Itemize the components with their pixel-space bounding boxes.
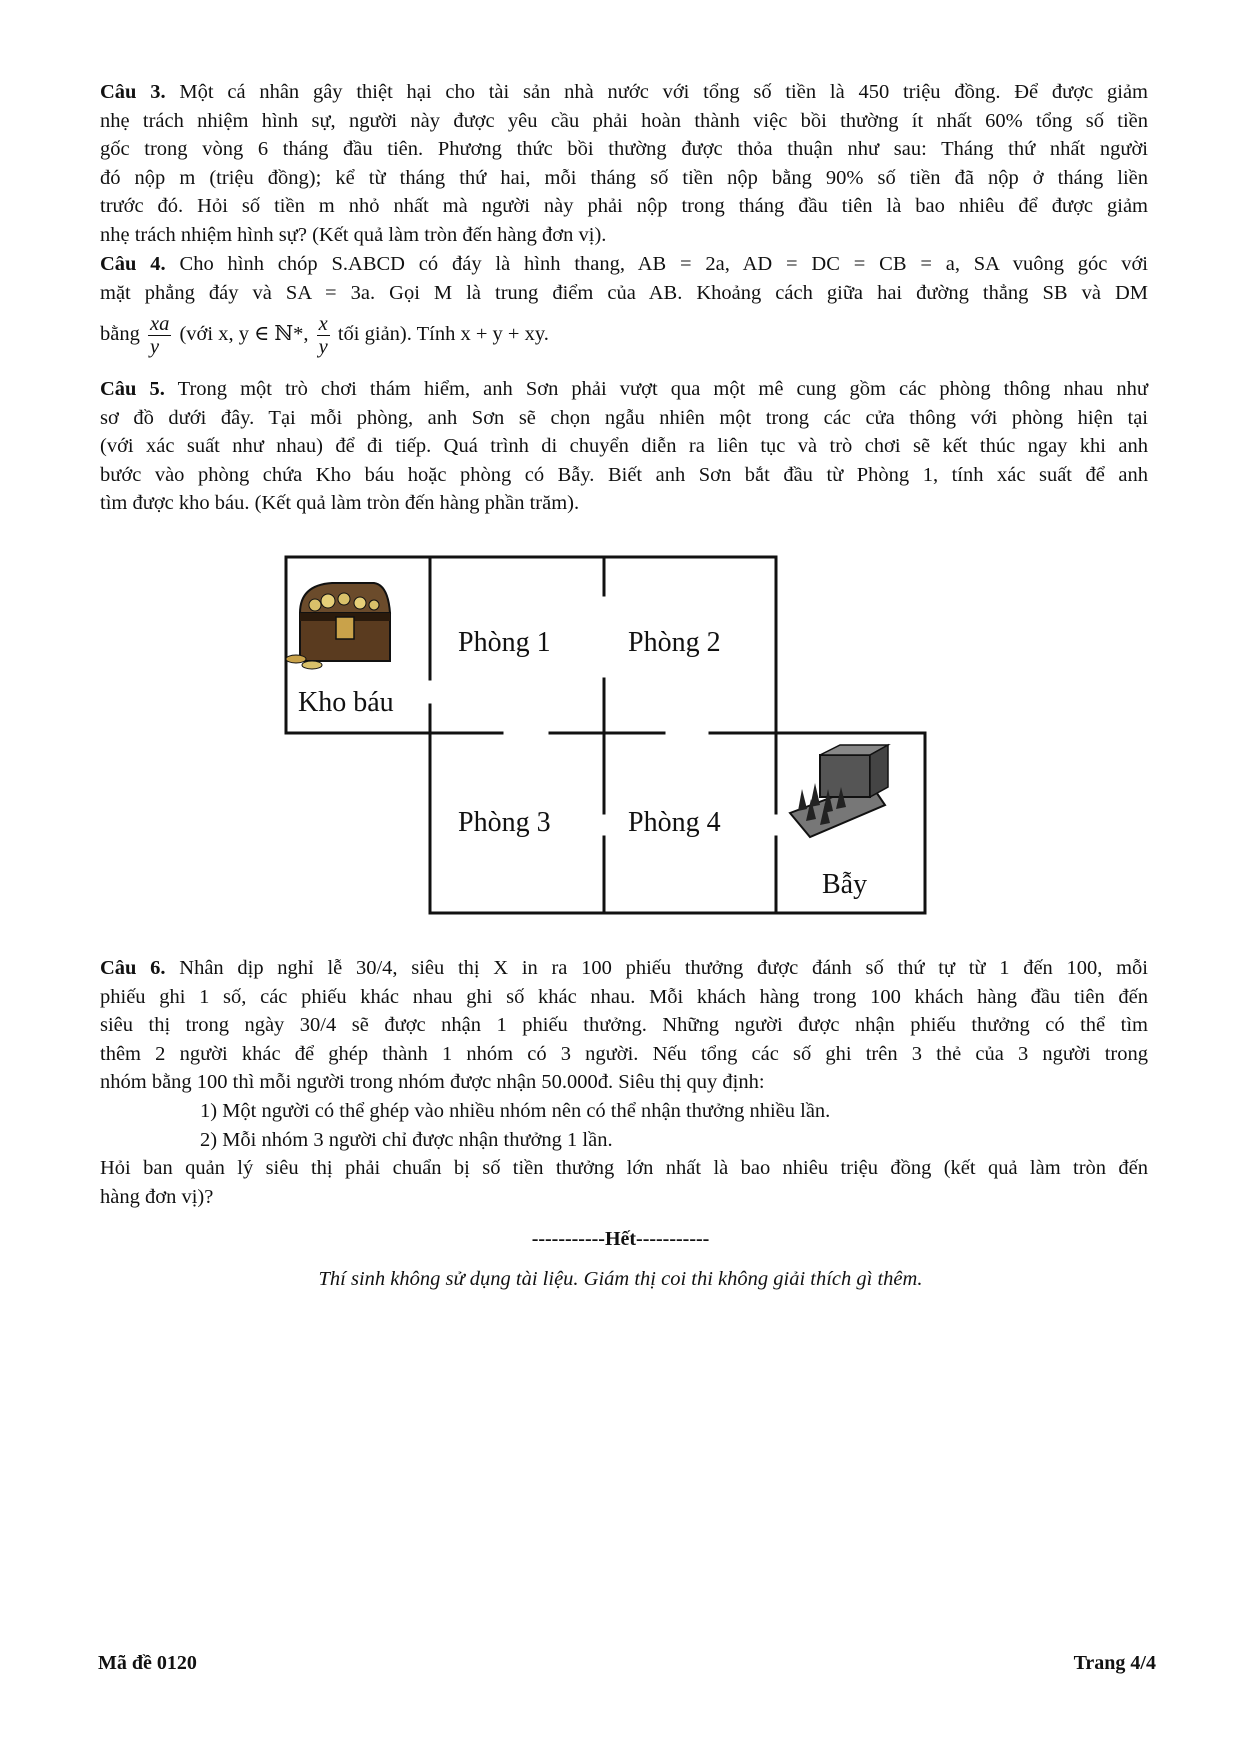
question-4-line-3-suffix: tối giản). Tính x + y + xy. — [337, 323, 549, 346]
question-6-line-2: phiếu ghi 1 số, các phiếu khác nhau ghi số khác nhau. Mỗi khách hàng trong 100 khách hàng đầu tiên đến — [100, 985, 1148, 1008]
exam-note: Thí sinh không sử dụng tài liệu. Giám thị coi thi không giải thích gì thêm. — [318, 1268, 923, 1290]
question-4-line-3 — [100, 313, 1148, 358]
trap-room-label: Bẫy — [822, 869, 868, 900]
treasure-chest-icon — [286, 583, 390, 669]
question-6 — [100, 954, 1148, 1211]
question-6-line-1: Nhân dịp nghỉ lễ 30/4, siêu thị X in ra 100 phiếu thưởng được đánh số thứ tự từ 1 đến 100, mỗi — [179, 957, 1148, 979]
question-5 — [100, 375, 1148, 518]
question-4 — [100, 250, 1148, 358]
question-4-line-3-mid: (với x, y ∈ ℕ*, — [179, 323, 309, 346]
question-3-line-3: gốc trong vòng 6 tháng đầu tiên. Phương thức bồi thường được thỏa thuận như sau: Tháng thứ nhất người — [100, 138, 1148, 161]
question-3 — [100, 78, 1148, 250]
room-3-label: Phòng 3 — [458, 807, 551, 838]
question-3-label: Câu 3. — [100, 81, 166, 103]
question-3-line-2: nhẹ trách nhiệm hình sự, người này được yêu cầu phải hoàn thành việc bồi thường ít nhất 60% tổng số tiền — [100, 109, 1148, 132]
question-6-line-4: thêm 2 người khác để ghép thành 1 nhóm có 3 người. Nếu tổng các số ghi trên 3 thẻ của 3 người trong — [100, 1042, 1148, 1065]
question-3-line-1: Một cá nhân gây thiệt hại cho tài sản nhà nước với tổng số tiền là 450 triệu đồng. Để được giảm — [179, 81, 1148, 103]
rule-1: 1) Một người có thể ghép vào nhiều nhóm nên có thể nhận thưởng nhiều lần. — [200, 1099, 831, 1122]
question-6-line-5: nhóm bằng 100 thì mỗi người trong nhóm được nhận 50.000đ. Siêu thị quy định: — [100, 1071, 765, 1094]
room-4-label: Phòng 4 — [628, 807, 721, 838]
question-5-line-3: (với xác suất như nhau) để đi tiếp. Quá trình di chuyển diễn ra liên tục và trò chơi sẽ kết thúc ngay khi anh — [100, 435, 1148, 458]
room-2-label: Phòng 2 — [628, 627, 721, 658]
question-6-label: Câu 6. — [100, 957, 166, 979]
question-4-line-1: Cho hình chóp S.ABCD có đáy là hình thang, AB = 2a, AD = DC = CB = a, SA vuông góc với — [179, 253, 1148, 275]
question-4-line-2: mặt phẳng đáy và SA = 3a. Gọi M là trung điểm của AB. Khoảng cách giữa hai đường thẳng SB và DM — [100, 281, 1148, 304]
fraction-x-over-y — [317, 313, 330, 358]
question-3-line-6: nhẹ trách nhiệm hình sự? (Kết quả làm tròn đến hàng đơn vị). — [100, 223, 607, 246]
question-4-label: Câu 4. — [100, 253, 166, 275]
maze-diagram — [270, 555, 970, 925]
fraction-2-denominator: y — [318, 336, 328, 359]
question-5-line-4: bước vào phòng chứa Kho báu hoặc phòng có Bẫy. Biết anh Sơn bắt đầu từ Phòng 1, tính xác suất để anh — [100, 463, 1148, 486]
closing-line-1: Hỏi ban quản lý siêu thị phải chuẩn bị số tiền thưởng lớn nhất là bao nhiêu triệu đồng (kết quả làm tròn đến — [100, 1157, 1148, 1180]
question-3-line-5: trước đó. Hỏi số tiền m nhỏ nhất mà người này phải nộp trong tháng đầu tiên là bao nhiêu để được giảm — [100, 195, 1148, 218]
question-5-line-5: tìm được kho báu. (Kết quả làm tròn đến hàng phần trăm). — [100, 492, 580, 515]
exam-code: Mã đề 0120 — [98, 1652, 197, 1674]
fraction-1-numerator: xa — [149, 313, 170, 336]
question-4-line-3-prefix: bằng — [100, 323, 140, 346]
rule-2: 2) Mỗi nhóm 3 người chỉ được nhận thưởng 1 lần. — [200, 1128, 613, 1151]
question-6-line-3: siêu thị trong ngày 30/4 sẽ được nhận 1 phiếu thưởng. Những người được nhận phiếu thưởng có thể tìm — [100, 1014, 1148, 1037]
fraction-xa-over-y — [148, 313, 171, 358]
end-mark: -----------Hết----------- — [531, 1228, 710, 1250]
question-3-line-4: đó nộp m (triệu đồng); kể từ tháng thứ hai, mỗi tháng số tiền nộp bằng 90% số tiền đã nộp ở tháng liền — [100, 166, 1148, 189]
question-5-line-1: Trong một trò chơi thám hiểm, anh Sơn phải vượt qua một mê cung gồm các phòng thông nhau như — [177, 378, 1148, 400]
page-number: Trang 4/4 — [1073, 1652, 1156, 1674]
fraction-1-denominator: y — [149, 336, 160, 359]
spike-trap-icon — [790, 745, 888, 837]
fraction-2-numerator: x — [318, 313, 328, 336]
closing-line-2: hàng đơn vị)? — [100, 1185, 214, 1208]
question-5-line-2: sơ đồ dưới đây. Tại mỗi phòng, anh Sơn sẽ chọn ngẫu nhiên một trong các cửa thông với phòng hiện tại — [100, 406, 1148, 429]
treasure-room-label: Kho báu — [298, 687, 394, 718]
room-1-label: Phòng 1 — [458, 627, 551, 658]
question-5-label: Câu 5. — [100, 378, 165, 400]
